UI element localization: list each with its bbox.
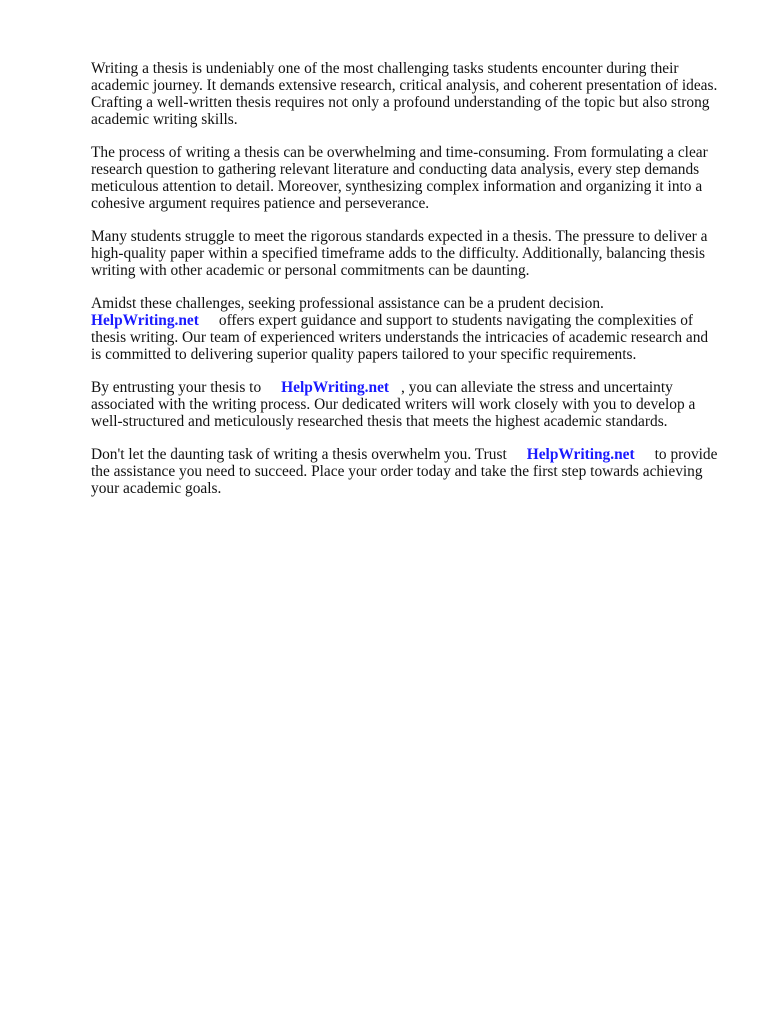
document-page <box>91 60 721 513</box>
paragraph-entrusting-rest: , you can alleviate the stress and uncertainty associated with the writing process. Our dedicated writers will work closely with you to develop a well-structured and meticulously researched thesis that meets the highest academic standards. <box>91 379 696 430</box>
paragraph-call-to-action <box>91 446 721 497</box>
paragraph-cta-lead: Don't let the daunting task of writing a thesis overwhelm you. Trust <box>91 446 507 463</box>
helpwriting-link-3[interactable]: HelpWriting.net <box>526 446 635 463</box>
paragraph-process: The process of writing a thesis can be overwhelming and time-consuming. From formulating a clear research question to gathering relevant literature and conducting data analysis, every step demands meticulous attention to detail. Moreover, synthesizing complex information and organizing it into a cohesive argument requires patience and perseverance. <box>91 144 708 212</box>
paragraph-entrusting-lead: By entrusting your thesis to <box>91 379 262 396</box>
helpwriting-link-2[interactable]: HelpWriting.net <box>281 379 390 396</box>
paragraph-intro: Writing a thesis is undeniably one of the most challenging tasks students encounter during their academic journey. It demands extensive research, critical analysis, and coherent presentation of ideas. Crafting a well-written thesis requires not only a profound understanding of the topic but also strong academic writing skills. <box>91 60 718 128</box>
paragraph-entrusting <box>91 379 721 430</box>
paragraph-assistance-rest: offers expert guidance and support to students navigating the complexities of thesis writing. Our team of experienced writers understands the intricacies of academic research and is committed to delivering superior quality papers tailored to your specific requirements. <box>91 312 709 363</box>
paragraph-cta-rest: to provide the assistance you need to succeed. Place your order today and take the first step towards achieving your academic goals. <box>91 446 718 497</box>
paragraph-struggles: Many students struggle to meet the rigorous standards expected in a thesis. The pressure to deliver a high-quality paper within a specified timeframe adds to the difficulty. Additionally, balancing thesis writing with other academic or personal commitments can be daunting. <box>91 228 708 279</box>
helpwriting-link-1[interactable]: HelpWriting.net <box>91 312 199 329</box>
paragraph-assistance-lead: Amidst these challenges, seeking professional assistance can be a prudent decision. <box>91 295 604 312</box>
paragraph-assistance <box>91 295 721 363</box>
